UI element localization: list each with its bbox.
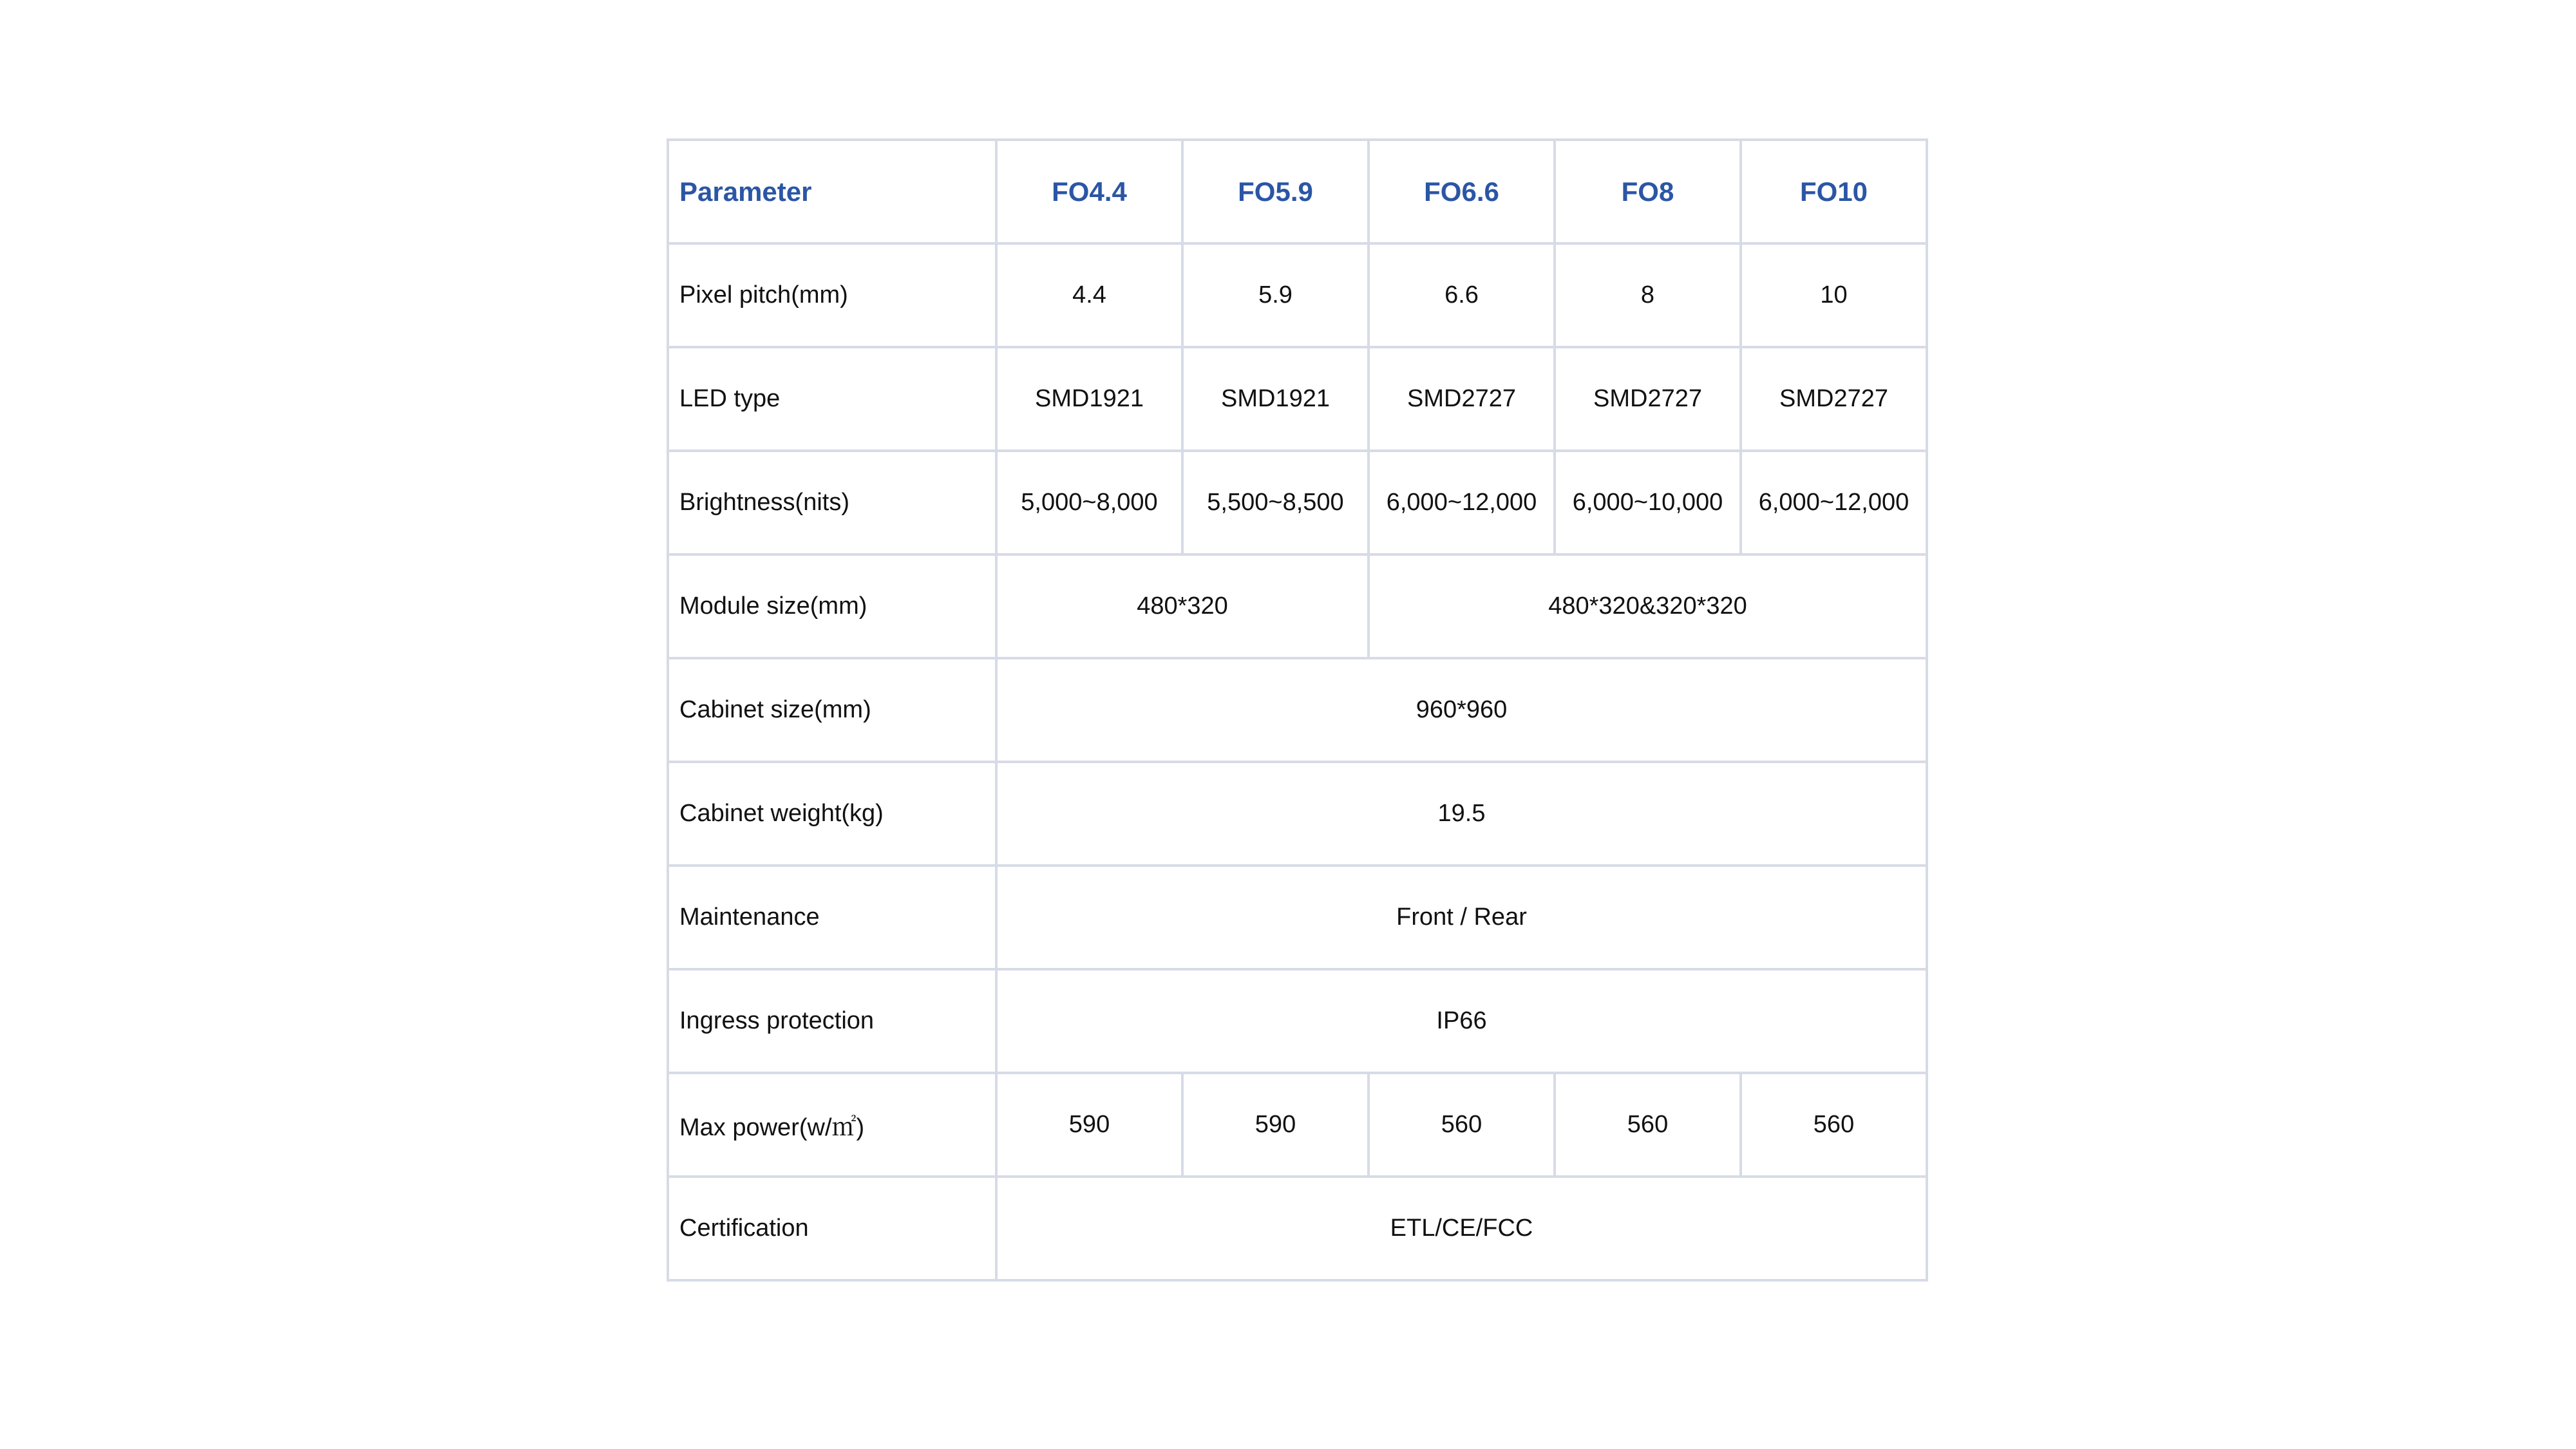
table-cell: SMD1921 bbox=[996, 347, 1182, 451]
row-label: Module size(mm) bbox=[668, 554, 996, 658]
table-row-pixel-pitch bbox=[668, 243, 1927, 347]
table-cell: 4.4 bbox=[996, 243, 1182, 347]
table-row-led-type bbox=[668, 347, 1927, 451]
header-parameter: Parameter bbox=[668, 140, 996, 243]
spec-table bbox=[667, 138, 1928, 1282]
table-cell: 5,000~8,000 bbox=[996, 451, 1182, 554]
table-cell: 480*320 bbox=[996, 554, 1368, 658]
header-model: FO6.6 bbox=[1368, 140, 1555, 243]
table-cell: 480*320&320*320 bbox=[1368, 554, 1927, 658]
table-cell: 6,000~10,000 bbox=[1555, 451, 1741, 554]
header-model: FO5.9 bbox=[1182, 140, 1368, 243]
row-label: LED type bbox=[668, 347, 996, 451]
table-cell: 19.5 bbox=[996, 762, 1927, 866]
table-row-brightness bbox=[668, 451, 1927, 554]
table-cell: SMD2727 bbox=[1741, 347, 1927, 451]
table-cell: Front / Rear bbox=[996, 866, 1927, 969]
header-model: FO10 bbox=[1741, 140, 1927, 243]
table-cell: ETL/CE/FCC bbox=[996, 1177, 1927, 1280]
row-label: Brightness(nits) bbox=[668, 451, 996, 554]
table-cell: SMD1921 bbox=[1182, 347, 1368, 451]
table-row-module-size bbox=[668, 554, 1927, 658]
row-label: Max power(w/㎡) bbox=[668, 1073, 996, 1177]
table-cell: 5.9 bbox=[1182, 243, 1368, 347]
table-cell: 6,000~12,000 bbox=[1741, 451, 1927, 554]
table-cell: IP66 bbox=[996, 969, 1927, 1073]
table-cell: 590 bbox=[996, 1073, 1182, 1177]
row-label: Certification bbox=[668, 1177, 996, 1280]
table-cell: 10 bbox=[1741, 243, 1927, 347]
table-cell: 6.6 bbox=[1368, 243, 1555, 347]
row-label: Pixel pitch(mm) bbox=[668, 243, 996, 347]
table-cell: 5,500~8,500 bbox=[1182, 451, 1368, 554]
table-cell: 590 bbox=[1182, 1073, 1368, 1177]
table-cell: 960*960 bbox=[996, 658, 1927, 762]
table-cell: 560 bbox=[1555, 1073, 1741, 1177]
table-row-max-power bbox=[668, 1073, 1927, 1177]
table-cell: 8 bbox=[1555, 243, 1741, 347]
table-row-cabinet-weight bbox=[668, 762, 1927, 866]
header-model: FO8 bbox=[1555, 140, 1741, 243]
table-row-cabinet-size bbox=[668, 658, 1927, 762]
table-cell: 560 bbox=[1741, 1073, 1927, 1177]
row-label: Cabinet weight(kg) bbox=[668, 762, 996, 866]
table-cell: SMD2727 bbox=[1555, 347, 1741, 451]
row-label: Ingress protection bbox=[668, 969, 996, 1073]
header-row bbox=[668, 140, 1927, 243]
table-row-ingress-protection bbox=[668, 969, 1927, 1073]
row-label: Maintenance bbox=[668, 866, 996, 969]
table-cell: 560 bbox=[1368, 1073, 1555, 1177]
table-cell: SMD2727 bbox=[1368, 347, 1555, 451]
table-row-maintenance bbox=[668, 866, 1927, 969]
table-cell: 6,000~12,000 bbox=[1368, 451, 1555, 554]
table-row-certification bbox=[668, 1177, 1927, 1280]
row-label: Cabinet size(mm) bbox=[668, 658, 996, 762]
header-model: FO4.4 bbox=[996, 140, 1182, 243]
